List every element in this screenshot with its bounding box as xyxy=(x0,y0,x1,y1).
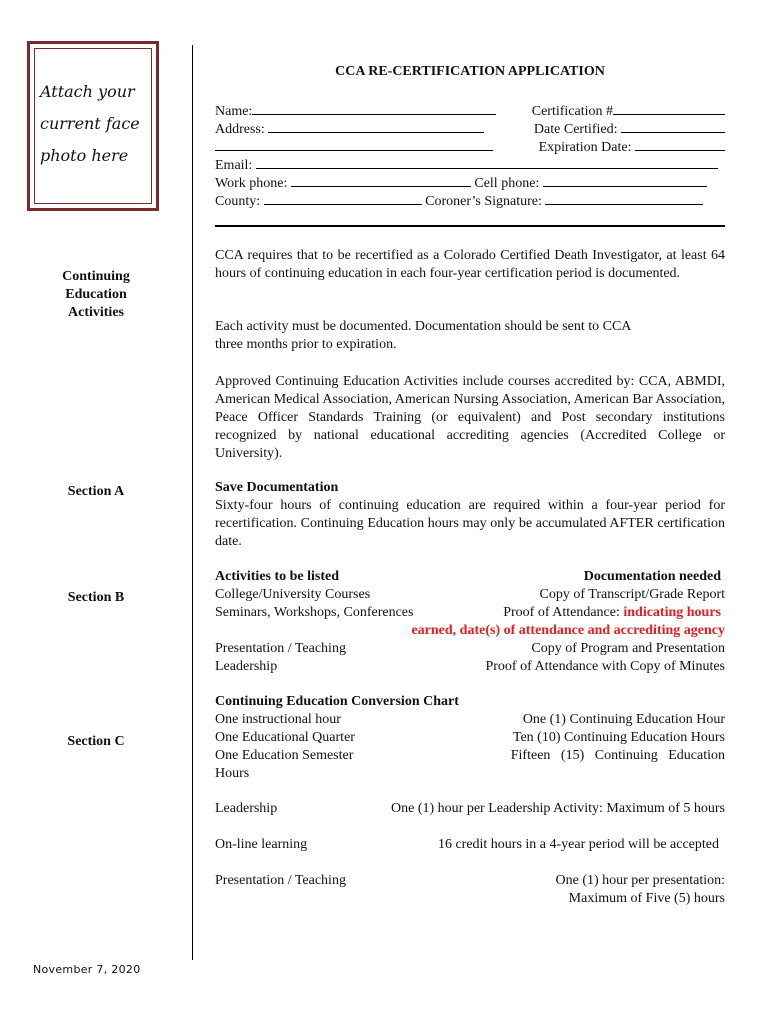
sidebar-section-a: Section A xyxy=(67,484,125,499)
county-field[interactable] xyxy=(264,191,422,205)
conversion-value: Fifteen (15) Continuing Education xyxy=(510,748,725,763)
certification-field[interactable] xyxy=(613,101,725,115)
page-title: CCA RE-CERTIFICATION APPLICATION xyxy=(335,64,605,79)
activities-heading: Activities to be listed xyxy=(215,569,340,584)
expiration-label: Expiration Date: xyxy=(538,140,632,155)
section-b-red-row xyxy=(215,622,725,640)
cell-phone-field[interactable] xyxy=(543,173,707,187)
intro-paragraph-1 xyxy=(215,247,725,283)
section-b-header-row xyxy=(215,568,725,586)
vertical-divider xyxy=(192,45,193,960)
county-label: County: xyxy=(215,194,261,209)
section-b-row xyxy=(215,586,725,604)
sidebar-section-c: Section C xyxy=(67,734,125,749)
intro-text: Approved Continuing Education Activities include courses accredited by: CCA, ABMDI, American Medical Association, American Nursing Association, American Bar Association, Peace Officer Standards Training (or equivalent) and Post secondary institutions recognized by national educational accrediting agencies (Accredited College or University). xyxy=(215,374,725,461)
conversion-unit: One instructional hour xyxy=(215,712,341,727)
presentation-row xyxy=(215,872,725,908)
sidebar-line: Continuing xyxy=(62,269,130,284)
intro-paragraph-2 xyxy=(215,318,725,354)
photo-instructions xyxy=(40,76,140,172)
activity-item: Seminars, Workshops, Conferences xyxy=(215,605,414,620)
section-b-row xyxy=(215,658,725,676)
sidebar-line: Activities xyxy=(68,305,124,320)
intro-paragraph-3 xyxy=(215,373,725,463)
address-label: Address: xyxy=(215,122,265,137)
coroner-signature-field[interactable] xyxy=(545,191,703,205)
section-c-content xyxy=(215,693,725,783)
name-field[interactable] xyxy=(252,101,496,115)
leadership-row xyxy=(215,800,725,818)
date-certified-label: Date Certified: xyxy=(533,122,618,137)
sidebar-line: Education xyxy=(65,287,127,302)
activity-item: College/University Courses xyxy=(215,587,371,602)
red-note-b: earned, date(s) of attendance and accrediting agency xyxy=(411,623,725,638)
section-b-row xyxy=(215,640,725,658)
section-b-row xyxy=(215,604,725,622)
conversion-unit-continued: Hours xyxy=(215,766,250,781)
section-a-content xyxy=(215,479,725,551)
sidebar-continuing-education xyxy=(40,268,152,322)
online-value: 16 credit hours in a 4-year period will be accepted xyxy=(437,837,719,852)
leadership-value: One (1) hour per Leadership Activity: Maximum of 5 hours xyxy=(391,801,725,816)
email-field[interactable] xyxy=(256,155,718,169)
documentation-item-group xyxy=(503,604,721,622)
form-row-name xyxy=(215,101,725,121)
conversion-row xyxy=(215,711,725,729)
name-label: Name: xyxy=(215,104,253,119)
date-certified-field[interactable] xyxy=(621,119,725,133)
photo-box xyxy=(27,41,159,211)
conversion-row xyxy=(215,747,725,765)
work-phone-field[interactable] xyxy=(291,173,471,187)
activity-item: Presentation / Teaching xyxy=(215,641,346,656)
conversion-unit: One Educational Quarter xyxy=(215,730,355,745)
red-note-a: indicating hours xyxy=(623,605,721,620)
online-row xyxy=(215,836,725,854)
conversion-row xyxy=(215,729,725,747)
document-date: November 7, 2020 xyxy=(33,963,141,976)
documentation-item: Copy of Program and Presentation xyxy=(531,641,725,656)
certification-label: Certification # xyxy=(531,104,613,119)
conversion-value: Ten (10) Continuing Education Hours xyxy=(512,730,725,745)
documentation-heading: Documentation needed xyxy=(583,569,721,584)
documentation-item: Proof of Attendance: xyxy=(503,605,620,620)
photo-line-1: Attach your xyxy=(40,82,135,101)
expiration-group xyxy=(539,137,725,157)
conversion-value: One (1) Continuing Education Hour xyxy=(522,712,725,727)
leadership-label: Leadership xyxy=(215,801,278,816)
sidebar-section-b: Section B xyxy=(67,590,125,605)
expiration-field[interactable] xyxy=(635,137,725,151)
address-line-2-field[interactable] xyxy=(215,137,493,151)
intro-text: Each activity must be documented. Documentation should be sent to CCA xyxy=(215,319,632,334)
documentation-item: Proof of Attendance with Copy of Minutes xyxy=(485,659,725,674)
photo-line-3: photo here xyxy=(40,146,129,165)
section-a-heading: Save Documentation xyxy=(215,480,339,495)
conversion-unit: One Education Semester xyxy=(215,748,354,763)
header-separator xyxy=(215,225,725,227)
section-b-content xyxy=(215,568,725,676)
form-row-address-2 xyxy=(215,137,725,157)
date-certified-group xyxy=(534,119,725,139)
coroner-signature-label: Coroner’s Signature: xyxy=(425,194,542,209)
photo-line-2: current face xyxy=(40,114,140,133)
presentation-value-1: One (1) hour per presentation: xyxy=(555,873,725,888)
activity-item: Leadership xyxy=(215,659,278,674)
email-label: Email: xyxy=(215,158,253,173)
section-a-body: Sixty-four hours of continuing education are required within a four-year period for recertification. Continuing Education hours may only be accumulated AFTER certification date. xyxy=(215,498,725,549)
form-row-address xyxy=(215,119,725,139)
intro-text: three months prior to expiration. xyxy=(215,337,397,352)
intro-text: CCA requires that to be recertified as a Colorado Certified Death Investigator, at least 64 hours of continuing education in each four-year certification period is documented. xyxy=(215,248,725,281)
presentation-label: Presentation / Teaching xyxy=(215,873,346,888)
address-field[interactable] xyxy=(268,119,484,133)
work-phone-label: Work phone: xyxy=(215,176,288,191)
conversion-chart-heading: Continuing Education Conversion Chart xyxy=(215,694,459,709)
online-label: On-line learning xyxy=(215,837,308,852)
cell-phone-label: Cell phone: xyxy=(474,176,540,191)
certification-group xyxy=(532,101,725,121)
presentation-value-2: Maximum of Five (5) hours xyxy=(568,891,725,906)
conversion-row-continued xyxy=(215,765,725,783)
form-row-phones xyxy=(215,173,725,193)
form-row-county xyxy=(215,191,725,211)
documentation-item: Copy of Transcript/Grade Report xyxy=(539,587,725,602)
form-row-email xyxy=(215,155,725,175)
